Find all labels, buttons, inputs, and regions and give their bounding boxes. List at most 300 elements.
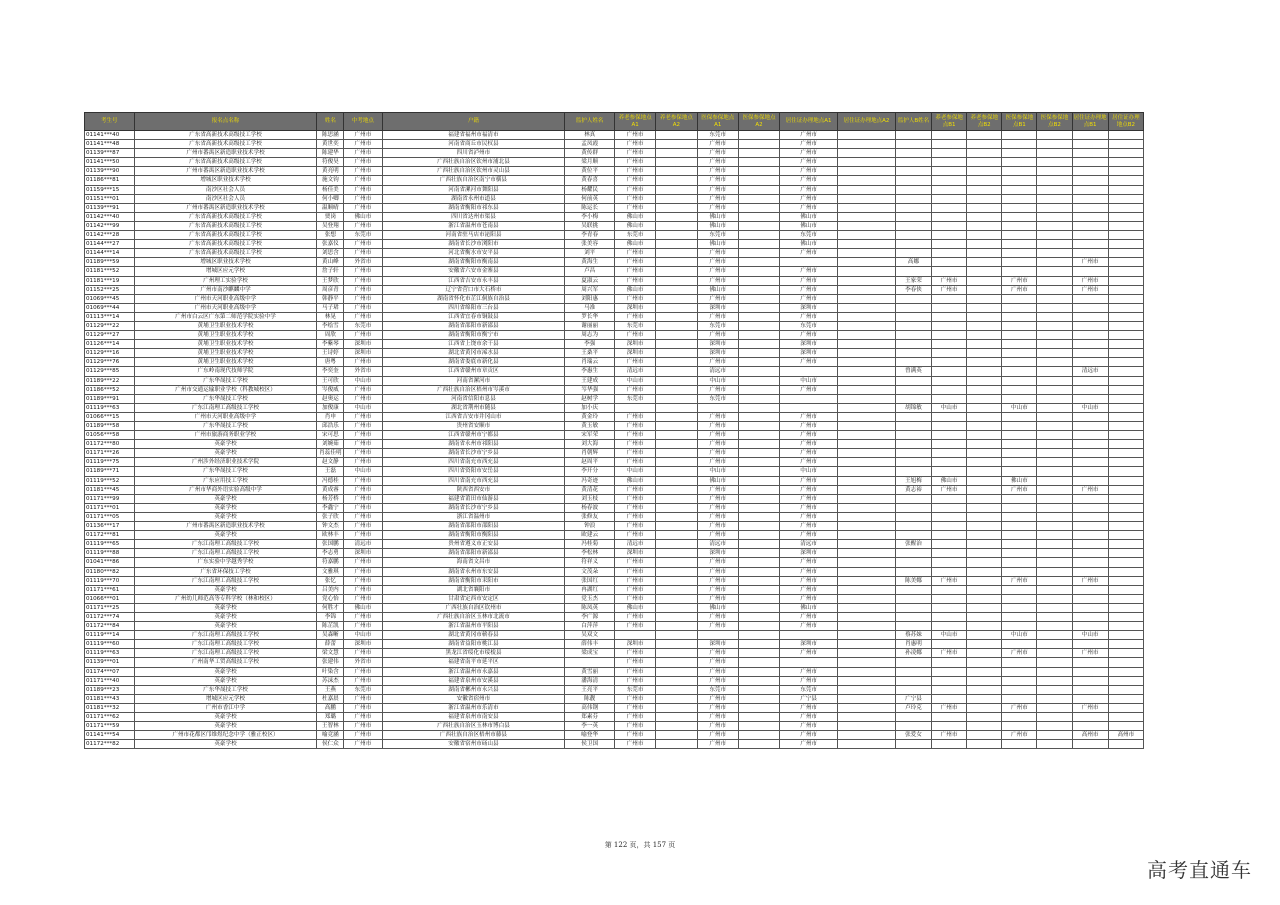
- table-cell: [932, 640, 967, 649]
- table-cell: [895, 194, 931, 203]
- table-cell: [838, 331, 896, 340]
- table-cell: 黄世奕: [317, 140, 344, 149]
- table-cell: [895, 167, 931, 176]
- table-cell: [967, 140, 1002, 149]
- table-cell: 广州市: [1002, 285, 1037, 294]
- table-cell: [1072, 494, 1108, 503]
- table-row: [85, 476, 1144, 485]
- table-cell: 广州市: [780, 203, 838, 212]
- table-cell: [656, 412, 697, 421]
- table-cell: 01139***01: [85, 658, 135, 667]
- table-cell: 广州市: [697, 249, 738, 258]
- table-cell: 广州市番禺区新造职业技术学校: [134, 167, 317, 176]
- table-cell: 陈靓: [565, 694, 615, 703]
- table-cell: 李青春: [565, 231, 615, 240]
- table-cell: 广州市: [614, 449, 655, 458]
- table-cell: 广州市番禺区新造职业技术学校: [134, 149, 317, 158]
- table-cell: [932, 221, 967, 230]
- table-cell: 中山市: [697, 467, 738, 476]
- table-cell: [895, 594, 931, 603]
- table-row: [85, 285, 1144, 294]
- table-cell: [738, 158, 779, 167]
- table-cell: [656, 431, 697, 440]
- table-row: [85, 331, 1144, 340]
- table-cell: 河南省漯河市舞阳县: [382, 185, 565, 194]
- table-cell: 韩静平: [317, 294, 344, 303]
- table-cell: 01144***14: [85, 249, 135, 258]
- table-cell: [838, 540, 896, 549]
- table-cell: [838, 622, 896, 631]
- table-cell: 王智林: [317, 722, 344, 731]
- table-cell: 深圳市: [344, 549, 382, 558]
- table-cell: [838, 467, 896, 476]
- table-cell: [1108, 567, 1143, 576]
- table-cell: 黄山峰: [317, 258, 344, 267]
- table-cell: [932, 676, 967, 685]
- table-cell: [932, 567, 967, 576]
- table-cell: 广州市: [614, 294, 655, 303]
- table-cell: 中山市: [344, 631, 382, 640]
- table-cell: 浙江省温州市永嘉县: [382, 667, 565, 676]
- table-cell: 广东省高新技术高级技工学校: [134, 131, 317, 140]
- table-cell: [1072, 540, 1108, 549]
- table-cell: [838, 294, 896, 303]
- table-cell: 深圳市: [780, 340, 838, 349]
- table-cell: 01119***88: [85, 549, 135, 558]
- table-cell: [895, 340, 931, 349]
- table-cell: [738, 231, 779, 240]
- table-cell: 刘婉茹: [317, 440, 344, 449]
- table-cell: [738, 422, 779, 431]
- table-cell: 湖南省怀化市芷江侗族自治县: [382, 294, 565, 303]
- table-cell: 增城区应元学校: [134, 694, 317, 703]
- table-cell: 夏淑云: [565, 276, 615, 285]
- table-cell: 东莞市: [614, 394, 655, 403]
- table-cell: [656, 467, 697, 476]
- table-cell: 广州市: [614, 458, 655, 467]
- table-cell: 广州市: [344, 522, 382, 531]
- table-cell: 河南省信阳市息县: [382, 394, 565, 403]
- table-cell: 广宁县: [780, 694, 838, 703]
- table-cell: 英豪学校: [134, 449, 317, 458]
- table-cell: 广州市: [614, 567, 655, 576]
- table-cell: 安徽省六安市金寨县: [382, 267, 565, 276]
- table-cell: [838, 431, 896, 440]
- table-cell: [1037, 394, 1072, 403]
- table-row: [85, 403, 1144, 412]
- table-cell: 广东省高新技术高级技工学校: [134, 240, 317, 249]
- table-cell: 01189***22: [85, 376, 135, 385]
- table-cell: [1108, 158, 1143, 167]
- table-cell: 何前英: [565, 194, 615, 203]
- table-cell: 广州市: [780, 649, 838, 658]
- table-row: [85, 358, 1144, 367]
- table-cell: 01181***19: [85, 276, 135, 285]
- table-cell: [656, 503, 697, 512]
- table-row: [85, 212, 1144, 221]
- table-cell: 广州市: [344, 676, 382, 685]
- table-cell: [895, 658, 931, 667]
- table-cell: 广州市: [780, 622, 838, 631]
- table-cell: [780, 658, 838, 667]
- table-cell: [967, 294, 1002, 303]
- table-cell: [1108, 185, 1143, 194]
- table-cell: 胡锦敏: [895, 403, 931, 412]
- table-cell: 湖南省长沙市宁乡县: [382, 449, 565, 458]
- table-cell: 刘玉枝: [565, 494, 615, 503]
- table-cell: [1072, 385, 1108, 394]
- table-cell: [838, 485, 896, 494]
- table-cell: 广州市: [1002, 703, 1037, 712]
- table-cell: 01129***85: [85, 367, 135, 376]
- table-cell: 佛山市: [614, 285, 655, 294]
- table-cell: 湖南省衡阳市祁东县: [382, 203, 565, 212]
- table-cell: 深圳市: [780, 349, 838, 358]
- table-cell: 宋可思: [317, 431, 344, 440]
- table-cell: 黄雪丽: [565, 667, 615, 676]
- table-cell: [932, 367, 967, 376]
- table-cell: [1072, 622, 1108, 631]
- table-cell: [932, 294, 967, 303]
- table-cell: [895, 176, 931, 185]
- table-cell: 贵州省安顺市: [382, 422, 565, 431]
- table-cell: 清远市: [344, 540, 382, 549]
- table-cell: [1108, 476, 1143, 485]
- table-cell: 广宁县: [895, 694, 931, 703]
- table-cell: 江西省吉安市永丰县: [382, 276, 565, 285]
- table-cell: 李绘雪: [317, 321, 344, 330]
- table-cell: 广州市: [697, 431, 738, 440]
- table-cell: 广州市: [780, 503, 838, 512]
- table-row: [85, 558, 1144, 567]
- table-cell: 广州市华商外语实验高级中学: [134, 485, 317, 494]
- table-cell: 广州市: [780, 494, 838, 503]
- table-cell: [932, 685, 967, 694]
- table-cell: [967, 349, 1002, 358]
- table-cell: [932, 167, 967, 176]
- table-cell: [967, 667, 1002, 676]
- table-cell: 佛山市: [697, 476, 738, 485]
- table-cell: 广州市: [1072, 276, 1108, 285]
- table-cell: [1002, 667, 1037, 676]
- table-cell: [656, 385, 697, 394]
- table-cell: [656, 531, 697, 540]
- table-cell: 侯卫国: [565, 740, 615, 749]
- table-cell: [1108, 667, 1143, 676]
- table-cell: 肖惠明: [895, 640, 931, 649]
- table-cell: [895, 431, 931, 440]
- table-cell: [932, 722, 967, 731]
- table-cell: [1108, 294, 1143, 303]
- column-header: 报名点名称: [134, 113, 317, 131]
- table-cell: 中山市: [344, 376, 382, 385]
- table-cell: [932, 149, 967, 158]
- table-cell: 深圳市: [697, 349, 738, 358]
- table-cell: 吕美内: [317, 585, 344, 594]
- table-cell: [967, 567, 1002, 576]
- table-cell: 陈建华: [317, 149, 344, 158]
- table-cell: [932, 231, 967, 240]
- table-cell: [1072, 522, 1108, 531]
- table-cell: [967, 340, 1002, 349]
- table-cell: 广州市: [1002, 731, 1037, 740]
- table-cell: [932, 312, 967, 321]
- table-cell: 01174***07: [85, 667, 135, 676]
- table-cell: 广州市: [780, 594, 838, 603]
- table-cell: 喻竞涵: [317, 731, 344, 740]
- table-cell: [967, 558, 1002, 567]
- table-cell: [838, 703, 896, 712]
- table-cell: [838, 531, 896, 540]
- table-cell: 广州市花都区邝维煜纪念中学（雅正校区）: [134, 731, 317, 740]
- table-cell: 宋军荣: [565, 431, 615, 440]
- table-cell: 吴联挑: [565, 221, 615, 230]
- table-cell: 清远市: [614, 540, 655, 549]
- table-cell: [932, 458, 967, 467]
- header-row: [85, 113, 1144, 131]
- table-cell: [1037, 640, 1072, 649]
- table-cell: 广州市: [780, 140, 838, 149]
- table-cell: [895, 612, 931, 621]
- column-header: 医保参保地点A1: [697, 113, 738, 131]
- table-cell: [895, 603, 931, 612]
- table-cell: 刘大海: [565, 440, 615, 449]
- table-body: [85, 131, 1144, 749]
- table-cell: 湖南省长沙市浏阳市: [382, 240, 565, 249]
- table-cell: [1072, 394, 1108, 403]
- table-cell: [967, 440, 1002, 449]
- table-cell: 广东华晟技工学校: [134, 376, 317, 385]
- table-cell: [1108, 385, 1143, 394]
- table-cell: [1037, 631, 1072, 640]
- table-cell: [967, 731, 1002, 740]
- table-cell: [1002, 321, 1037, 330]
- table-cell: 01159***15: [85, 185, 135, 194]
- table-cell: [656, 576, 697, 585]
- table-cell: [738, 267, 779, 276]
- table-cell: [838, 203, 896, 212]
- column-header: 监护人姓名: [565, 113, 615, 131]
- table-cell: [1002, 367, 1037, 376]
- table-cell: [738, 722, 779, 731]
- table-cell: 湖南省永州市东安县: [382, 567, 565, 576]
- table-cell: [1072, 603, 1108, 612]
- table-cell: 王可欣: [317, 376, 344, 385]
- table-cell: 01139***90: [85, 167, 135, 176]
- table-cell: [1108, 285, 1143, 294]
- table-cell: [895, 503, 931, 512]
- table-cell: [932, 694, 967, 703]
- table-cell: [838, 740, 896, 749]
- table-cell: [838, 512, 896, 521]
- table-cell: [656, 640, 697, 649]
- table-cell: 杨耀民: [565, 185, 615, 194]
- column-header: 居住证办理地点A1: [780, 113, 838, 131]
- table-cell: 广州市: [344, 667, 382, 676]
- table-cell: [1108, 631, 1143, 640]
- table-cell: 赵周平: [565, 458, 615, 467]
- table-cell: 湖南省郴州市永兴县: [382, 685, 565, 694]
- table-cell: 广州市: [697, 703, 738, 712]
- table-cell: [738, 349, 779, 358]
- table-cell: [838, 667, 896, 676]
- table-cell: 岑俊威: [317, 385, 344, 394]
- table-cell: 广西壮族自治区钦州市灵山县: [382, 167, 565, 176]
- table-cell: [838, 312, 896, 321]
- table-cell: [967, 312, 1002, 321]
- table-cell: 深圳市: [697, 640, 738, 649]
- table-cell: [1002, 676, 1037, 685]
- table-cell: [1002, 231, 1037, 240]
- table-cell: [1002, 713, 1037, 722]
- table-cell: 湖北省荆州市随县: [382, 403, 565, 412]
- table-cell: [1002, 422, 1037, 431]
- table-cell: 佛山市: [697, 240, 738, 249]
- table-cell: [1108, 585, 1143, 594]
- table-cell: 东莞市: [780, 321, 838, 330]
- table-cell: 01171***99: [85, 494, 135, 503]
- table-cell: 中山市: [614, 376, 655, 385]
- column-header: 医保参保地点A2: [738, 113, 779, 131]
- table-cell: 广东省高新技术高级技工学校: [134, 249, 317, 258]
- table-cell: 肖蕊佳明: [317, 449, 344, 458]
- table-row: [85, 231, 1144, 240]
- table-cell: 广州市: [697, 494, 738, 503]
- table-cell: 广西壮族自治区钦州市: [382, 603, 565, 612]
- table-cell: 01171***40: [85, 676, 135, 685]
- table-cell: 黄埔卫生职业技术学校: [134, 321, 317, 330]
- table-cell: 曾满英: [895, 367, 931, 376]
- table-cell: 周彦青: [317, 285, 344, 294]
- table-cell: 贵州省遵义市正安县: [382, 540, 565, 549]
- table-cell: [1072, 349, 1108, 358]
- table-cell: 王家荣: [895, 276, 931, 285]
- table-cell: [1108, 194, 1143, 203]
- table-cell: [838, 694, 896, 703]
- table-cell: [838, 321, 896, 330]
- table-cell: 赵奥运: [317, 394, 344, 403]
- table-cell: 潘海清: [565, 676, 615, 685]
- table-cell: 广州市: [344, 140, 382, 149]
- table-cell: [656, 476, 697, 485]
- table-cell: 英豪学校: [134, 722, 317, 731]
- table-cell: [1072, 149, 1108, 158]
- table-cell: 广州市: [780, 285, 838, 294]
- table-cell: [1037, 358, 1072, 367]
- table-cell: 广州市: [614, 440, 655, 449]
- table-cell: [932, 212, 967, 221]
- table-cell: [1108, 303, 1143, 312]
- table-cell: [967, 331, 1002, 340]
- table-cell: [1037, 185, 1072, 194]
- table-cell: [1037, 349, 1072, 358]
- table-cell: 广州市: [697, 485, 738, 494]
- table-cell: [656, 376, 697, 385]
- table-cell: 广州市: [697, 503, 738, 512]
- table-cell: 张建伟: [317, 658, 344, 667]
- table-cell: 党心怡: [317, 594, 344, 603]
- table-cell: 广州市: [344, 294, 382, 303]
- table-cell: [656, 212, 697, 221]
- table-cell: [1037, 485, 1072, 494]
- table-row: [85, 431, 1144, 440]
- table-cell: 广州市: [344, 431, 382, 440]
- table-cell: [656, 294, 697, 303]
- table-cell: [895, 585, 931, 594]
- table-cell: [895, 558, 931, 567]
- table-cell: 陈芷凯: [317, 622, 344, 631]
- table-cell: 中山市: [780, 467, 838, 476]
- table-cell: 深圳市: [697, 303, 738, 312]
- table-cell: 佛山市: [614, 603, 655, 612]
- table-cell: [1072, 512, 1108, 521]
- table-cell: [895, 512, 931, 521]
- table-cell: 广西壮族自治区钦州市浦北县: [382, 158, 565, 167]
- table-cell: 广州涉外经济职业技术学院: [134, 458, 317, 467]
- table-cell: [932, 449, 967, 458]
- table-cell: 广州市: [697, 676, 738, 685]
- table-cell: 广州市: [344, 612, 382, 621]
- table-cell: [1002, 131, 1037, 140]
- table-cell: 东莞市: [614, 321, 655, 330]
- table-cell: 外省市: [344, 367, 382, 376]
- table-cell: [932, 158, 967, 167]
- table-cell: 詹子轩: [317, 267, 344, 276]
- table-cell: [895, 358, 931, 367]
- table-cell: 冉湖红: [565, 585, 615, 594]
- table-cell: [1108, 340, 1143, 349]
- table-cell: 张修友: [565, 512, 615, 521]
- table-cell: [967, 158, 1002, 167]
- table-cell: 马子珺: [317, 303, 344, 312]
- table-cell: [1002, 240, 1037, 249]
- table-cell: 佛山市: [780, 221, 838, 230]
- table-cell: [1002, 522, 1037, 531]
- table-cell: [738, 249, 779, 258]
- table-cell: [838, 631, 896, 640]
- table-row: [85, 658, 1144, 667]
- table-cell: 刘阳惠: [565, 294, 615, 303]
- table-cell: 安徽省宿州市: [382, 694, 565, 703]
- table-cell: [1002, 176, 1037, 185]
- table-cell: 广东江南理工高级技工学校: [134, 640, 317, 649]
- table-cell: 01141***40: [85, 131, 135, 140]
- table-cell: [967, 694, 1002, 703]
- table-cell: [1108, 149, 1143, 158]
- table-cell: [1037, 240, 1072, 249]
- table-row: [85, 631, 1144, 640]
- table-cell: 广州市: [614, 267, 655, 276]
- table-cell: [895, 303, 931, 312]
- table-cell: 李锦: [317, 612, 344, 621]
- table-cell: [838, 349, 896, 358]
- table-cell: 王桑平: [565, 349, 615, 358]
- table-cell: [780, 403, 838, 412]
- table-cell: [932, 467, 967, 476]
- table-cell: [656, 603, 697, 612]
- table-cell: [656, 285, 697, 294]
- table-cell: [1002, 722, 1037, 731]
- table-cell: 广州市: [344, 221, 382, 230]
- table-cell: [1072, 131, 1108, 140]
- table-cell: 广州市: [614, 667, 655, 676]
- watermark: 高考直通车: [1147, 858, 1252, 882]
- table-row: [85, 440, 1144, 449]
- table-cell: [1037, 376, 1072, 385]
- table-cell: [1108, 694, 1143, 703]
- table-cell: [1072, 194, 1108, 203]
- table-cell: [656, 731, 697, 740]
